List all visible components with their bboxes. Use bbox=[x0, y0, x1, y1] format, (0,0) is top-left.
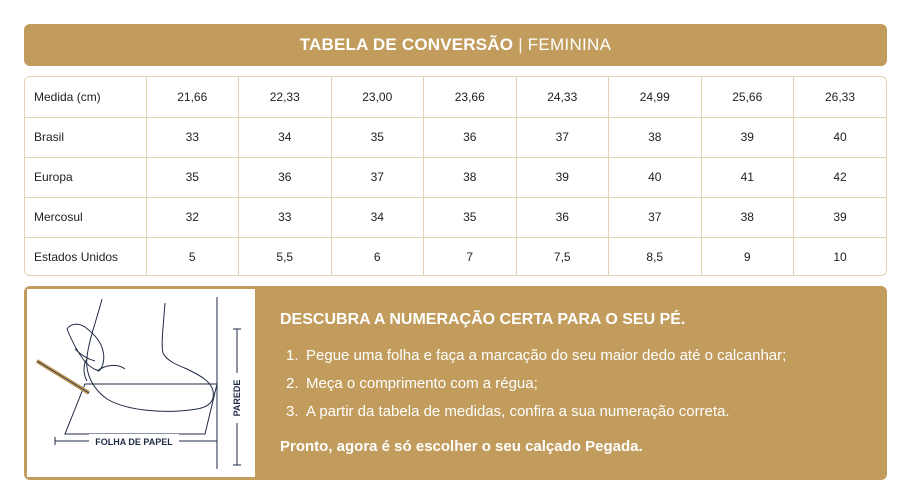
table-cell: 5 bbox=[146, 237, 239, 276]
table-cell: 36 bbox=[239, 157, 332, 197]
page-header bbox=[24, 24, 887, 66]
table-cell: 38 bbox=[701, 197, 794, 237]
row-label: Estados Unidos bbox=[25, 237, 146, 276]
step-number: 1. bbox=[286, 347, 299, 364]
step-number: 3. bbox=[286, 403, 299, 420]
table-cell: 39 bbox=[794, 197, 887, 237]
table-cell: 39 bbox=[516, 157, 609, 197]
step-text: Pegue uma folha e faça a marcação do seu maior dedo até o calcanhar; bbox=[306, 347, 787, 364]
table-cell: 9 bbox=[701, 237, 794, 276]
step-item bbox=[286, 374, 786, 402]
table-row bbox=[25, 77, 886, 117]
header-subtitle: FEMININA bbox=[527, 35, 612, 54]
conversion-table bbox=[24, 76, 887, 276]
row-label: Europa bbox=[25, 157, 146, 197]
header-title: TABELA DE CONVERSÃO bbox=[299, 35, 514, 54]
table-cell: 40 bbox=[794, 117, 887, 157]
table-cell: 37 bbox=[331, 157, 424, 197]
foot-outline bbox=[87, 299, 214, 411]
table-cell: 34 bbox=[331, 197, 424, 237]
table-cell: 7,5 bbox=[516, 237, 609, 276]
paper-label: FOLHA DE PAPEL bbox=[95, 437, 173, 447]
table-row bbox=[25, 157, 886, 197]
table-cell: 42 bbox=[794, 157, 887, 197]
table-cell: 33 bbox=[239, 197, 332, 237]
wall-label: PAREDE bbox=[232, 379, 242, 417]
instructions-title: DESCUBRA A NUMERAÇÃO CERTA PARA O SEU PÉ. bbox=[280, 311, 686, 328]
table-cell: 38 bbox=[424, 157, 517, 197]
steps-list bbox=[286, 346, 786, 430]
table-cell: 26,33 bbox=[794, 77, 887, 117]
table-cell: 5,5 bbox=[239, 237, 332, 276]
table-row bbox=[25, 117, 886, 157]
table-cell: 37 bbox=[516, 117, 609, 157]
table-cell: 32 bbox=[146, 197, 239, 237]
table-cell: 21,66 bbox=[146, 77, 239, 117]
table-cell: 36 bbox=[516, 197, 609, 237]
table-cell: 33 bbox=[146, 117, 239, 157]
instructions-panel bbox=[24, 286, 887, 480]
table-cell: 23,00 bbox=[331, 77, 424, 117]
table-cell: 35 bbox=[146, 157, 239, 197]
table-cell: 34 bbox=[239, 117, 332, 157]
hand-outline bbox=[67, 324, 104, 371]
table-cell: 37 bbox=[609, 197, 702, 237]
step-text: Meça o comprimento com a régua; bbox=[306, 375, 538, 392]
row-label: Brasil bbox=[25, 117, 146, 157]
table-cell: 38 bbox=[609, 117, 702, 157]
header-separator: | bbox=[518, 35, 523, 54]
table-cell: 6 bbox=[331, 237, 424, 276]
table-row bbox=[25, 237, 886, 276]
table-cell: 41 bbox=[701, 157, 794, 197]
table-cell: 39 bbox=[701, 117, 794, 157]
foot-measure-illustration bbox=[27, 289, 255, 477]
table-cell: 35 bbox=[331, 117, 424, 157]
table-cell: 25,66 bbox=[701, 77, 794, 117]
table-cell: 22,33 bbox=[239, 77, 332, 117]
table-cell: 7 bbox=[424, 237, 517, 276]
instructions-footer: Pronto, agora é só escolher o seu calçado Pegada. bbox=[280, 438, 643, 455]
step-number: 2. bbox=[286, 375, 299, 392]
table-cell: 24,33 bbox=[516, 77, 609, 117]
step-item bbox=[286, 402, 786, 430]
step-item bbox=[286, 346, 786, 374]
step-text: A partir da tabela de medidas, confira a sua numeração correta. bbox=[306, 403, 730, 420]
table-cell: 40 bbox=[609, 157, 702, 197]
table-cell: 23,66 bbox=[424, 77, 517, 117]
row-label: Mercosul bbox=[25, 197, 146, 237]
table-cell: 8,5 bbox=[609, 237, 702, 276]
table-cell: 10 bbox=[833, 250, 847, 265]
table-cell: 36 bbox=[424, 117, 517, 157]
table-row bbox=[25, 197, 886, 237]
table-cell: 24,99 bbox=[609, 77, 702, 117]
row-label: Medida (cm) bbox=[25, 77, 146, 117]
table-cell: 35 bbox=[424, 197, 517, 237]
